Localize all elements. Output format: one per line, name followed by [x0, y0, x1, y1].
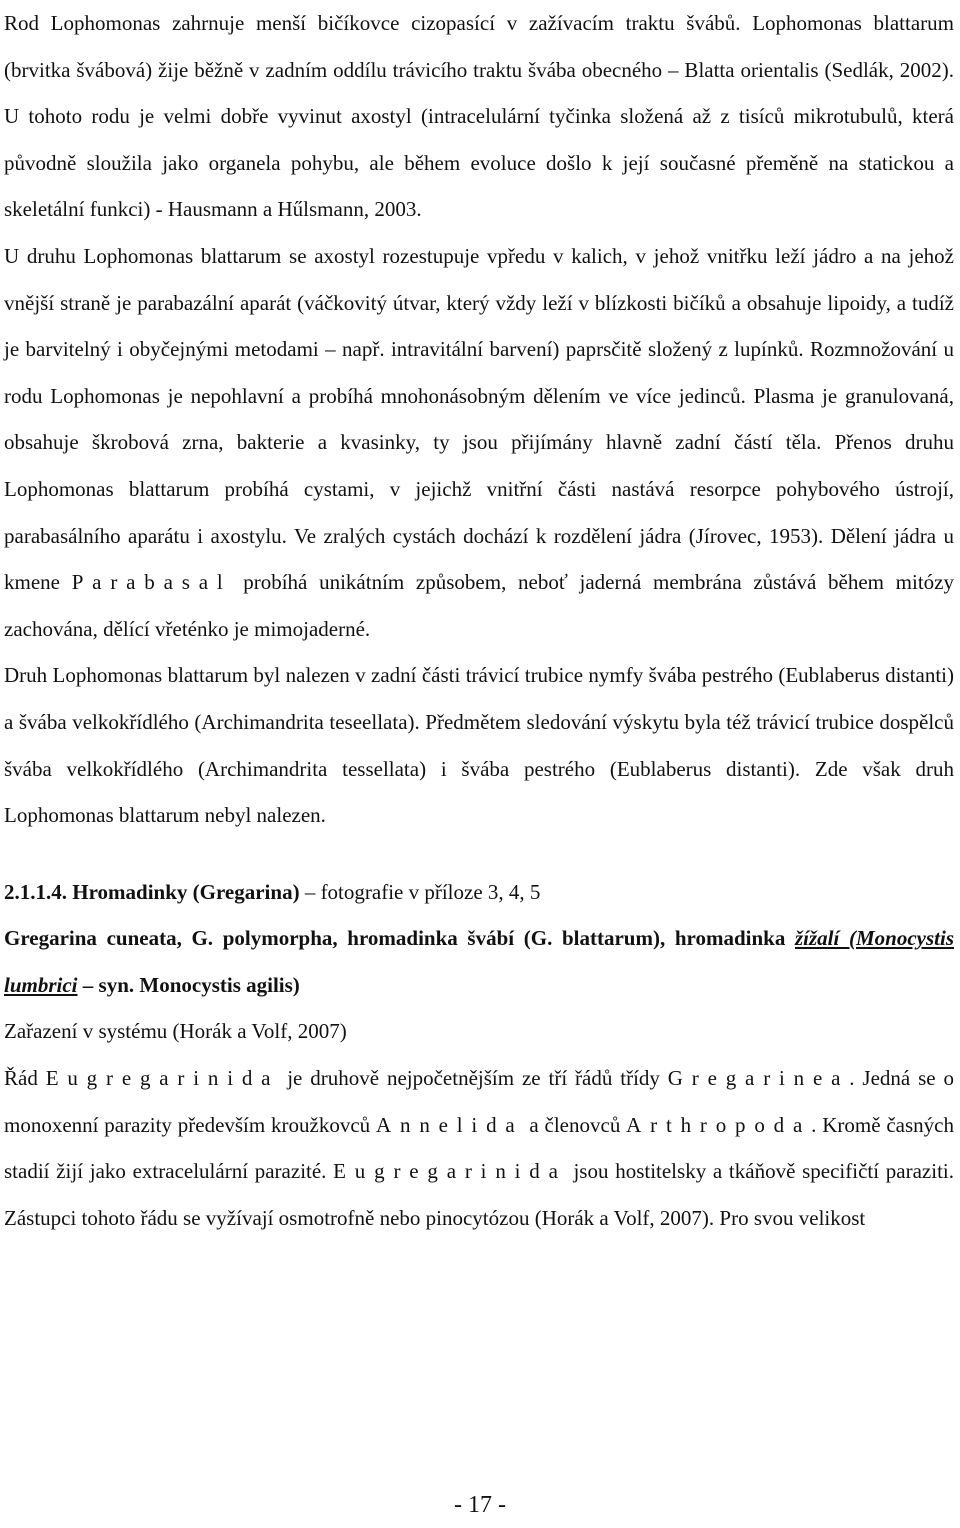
- paragraph-text: a členovců: [523, 1112, 627, 1137]
- paragraph-text: je druhově nejpočetnějším ze tří řádů třídy: [279, 1066, 668, 1091]
- section-title: Hromadinky (Gregarina): [72, 879, 300, 904]
- paragraph-text: . Kromě časných stadií žijí jako extracelulární parazité.: [4, 1112, 954, 1184]
- paragraph-lophomonas-intro: [4, 0, 954, 233]
- paragraph-text: probíhá unikátním způsobem, neboť jaderná membrána zůstává během mitózy zachována, dělící vřeténko je mimojaderné.: [4, 570, 954, 641]
- species-list: [4, 915, 954, 1008]
- paragraph-eugregarinida: [4, 1055, 954, 1241]
- paragraph-text: Řád: [4, 1066, 46, 1091]
- spaced-taxon-annelida: Annelida: [376, 1112, 524, 1137]
- section-spacer: [4, 839, 954, 869]
- paragraph-lophomonas-findings: [4, 652, 954, 838]
- document-page: [4, 0, 954, 1241]
- spaced-taxon-eugregarinida-2: Eugregarinida: [333, 1159, 567, 1184]
- paragraph-text: Rod Lophomonas zahrnuje menší bičíkovce cizopasící v zažívacím traktu švábů. Lophomonas blattarum (brvitka švábová) žije běžně v zadním oddílu trávicího traktu švába obecného – Blatta orientalis (Sedlák, 2002). U tohoto rodu je velmi dobře vyvinut axostyl (intracelulární tyčinka složená až z tisíců mikrotubulů, která původně sloužila jako organela pohybu, ale během evoluce došlo k její současné přeměně na statickou a skeletální funkci) - Hausmann a Hűlsmann, 2003.: [4, 11, 954, 222]
- paragraph-text: U druhu Lophomonas blattarum se axostyl rozestupuje vpředu v kalich, v jehož vnitřku leží jádro a na jehož vnější straně je parabazální aparát (váčkovitý útvar, který vždy leží v blízkosti bičíků a obsahuje lipoidy, a tudíž je barvitelný i obyčejnými metodami – např. intravitální barvení) paprsčitě složený z lupínků. Rozmnožování u rodu Lophomonas je nepohlavní a probíhá mnohonásobným dělením ve více jedinců. Plasma je granulovaná, obsahuje škrobová zrna, bakterie a kvasinky, ty jsou přijímány hlavně zadní částí těla. Přenos druhu Lophomonas blattarum probíhá cystami, v jejichž vnitřní části nastává resorpce pohybového ústrojí, parabasálního aparátu i axostylu. Ve zralých cystách dochází k rozdělení jádra (Jírovec, 1953). Dělení jádra u kmene: [4, 243, 954, 595]
- spaced-taxon-parabasal: Parabasal: [71, 570, 232, 595]
- spaced-taxon-gregarinea: Gregarinea: [667, 1066, 850, 1091]
- page-number: - 17 -: [454, 1492, 506, 1518]
- species-monocystis: žížalí (Monocystis lumbrici: [4, 926, 954, 997]
- paragraph-text: jsou hostitelsky a tkáňově specifičtí paraziti. Zástupci tohoto řádu se vyžívají osmotrofně nebo pinocytózou (Horák a Volf, 2007). Pro svou velikost: [4, 1159, 955, 1230]
- spaced-taxon-arthropoda: Arthropoda: [626, 1112, 812, 1137]
- paragraph-text: Druh Lophomonas blattarum byl nalezen v zadní části trávicí trubice nymfy švába pestrého (Eublaberus distanti) a švába velkokřídlého (Archimandrita teseellata). Předmětem sledování výskytu byla též trávicí trubice dospělců švába velkokřídlého (Archimandrita tessellata) i švába pestrého (Eublaberus distanti). Zde však druh Lophomonas blattarum nebyl nalezen.: [4, 663, 954, 828]
- section-heading: [4, 869, 954, 916]
- paragraph-text: . Jedná se o monoxenní parazity především kroužkovců: [4, 1066, 954, 1137]
- section-number: 2.1.1.4.: [4, 879, 67, 904]
- species-synonym: – syn. Monocystis agilis): [77, 972, 300, 997]
- section-note: – fotografie v příloze 3, 4, 5: [299, 879, 541, 904]
- paragraph-lophomonas-morphology: [4, 233, 954, 652]
- classification-line: [4, 1008, 954, 1055]
- classification-text: Zařazení v systému (Horák a Volf, 2007): [4, 1019, 347, 1044]
- spaced-taxon-eugregarinida: Eugregarinida: [45, 1066, 280, 1091]
- species-names: Gregarina cuneata, G. polymorpha, hromadinka švábí (G. blattarum), hromadinka: [4, 926, 795, 951]
